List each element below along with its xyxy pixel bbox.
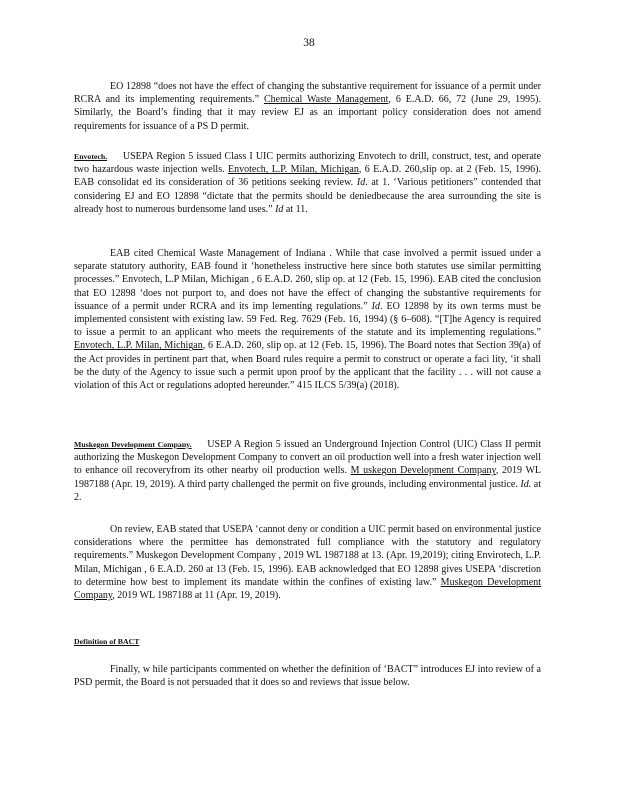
case-citation-muskegon: M uskegon Development Company	[350, 465, 496, 477]
para5-text-1: On review, EAB stated that USEPA ‘cannot deny or condition a UIC permit based on environmental justice considerations where the permittee has demonstrated full compliance with the statutory and regulatory requirements.” Muskegon Development Company , 2019 WL 1987188 at 13. (Apr. 19,2019); citing Envirotech, L.P. Milan, Michigan , 6 E.A.D. 260 at 13 (Feb. 15, 1996). EAB acknowledged that EO 12898 gives USEPA ‘discretion to determine how best to implement its mandate within the confines of existing law.”	[74, 524, 541, 588]
para4-text-2: , 2019 WL 1987188 (Apr. 19, 2019). A third party challenged the permit on five grounds, including environmental justice.	[74, 465, 541, 490]
case-citation-muskegon: Muskegon Development Company	[74, 576, 542, 602]
para1-text-1: EO 12898 “does not have the effect of changing the substantive requirement for issuance of a permit under RCRA and its implementing requirements.”	[74, 81, 541, 106]
heading-muskegon: Muskegon Development Company.	[74, 440, 192, 449]
paragraph-bact	[74, 663, 541, 689]
case-citation-envotech: Envotech, L.P. Milan, Michigan	[228, 164, 359, 176]
para3-text-1: EAB cited Chemical Waste Management of Indiana . While that case involved a permit issued under a separate statutory authority, EAB found it ‘honetheless instructive here since both statutes use similar permitting processes.” Envotech, L.P Milan, Michigan , 6 E.A.D. 260, slip op. at 12 (Feb. 15, 1996). EAB cited the conclusion that EO 12898 ‘does not purport to, and does not have the effect of changing the substantive requirements for issuance of a permit under RCRA and its imp lementing regulations.”	[74, 248, 541, 312]
para2-text-1: USEPA Region 5 issued Class I UIC permits authorizing Envotech to drill, construct, test, and operate two hazardous waste injection wells.	[74, 151, 542, 176]
heading-definition-of-bact: Definition of BACT	[74, 637, 140, 646]
para1-text-2: , 6 E.A.D. 66, 72 (June 29, 1995). Similarly, the Board’s finding that it may review EJ as an important policy consideration does not amend requirements for issuance of a PS D permit.	[74, 94, 541, 132]
page-number: 38	[303, 37, 315, 49]
paragraph-chemical-waste-indiana	[74, 247, 541, 392]
para5-text-2: , 2019 WL 1987188 at 11 (Apr. 19, 2019).	[112, 590, 281, 602]
para6-text-1: Finally, w hile participants commented on whether the definition of ‘BACT” introduces EJ into review of a PSD permit, the Board is not persuaded that it does so and reviews that issue below.	[74, 664, 541, 689]
paragraph-eab-review	[74, 523, 541, 602]
paragraph-eo-12898	[74, 80, 541, 133]
heading-envotech: Envotech.	[74, 152, 108, 161]
para2-text-3: . at 1. ‘Various petitioners” contended that considering EJ and EO 12898 “dictate that the permits should be deniedbecause the area surrounding the site is already host to numerous burdensome land uses.”	[74, 177, 542, 215]
para4-text-1: USEP A Region 5 issued an Underground Injection Control (UIC) Class II permit authorizing the Muskegon Development Company to convert an oil production well into a fresh water injection well to enhance oil recoveryfrom its other nearby oil production wells.	[74, 439, 541, 477]
para3-text-3: , 6 E.A.D. 260, slip op. at 12 (Feb. 15, 1996). The Board notes that Section 39(a) of the Act provides in pertinent part that, when Board rules require a permit to construct or operate a faci lity, ‘it shall be the duty of the Agency to issue such a permit upon proof by the applicant that the facility . . . will not cause a violation of this Act or regulations adopted hereunder.” 415 ILCS 5/39(a) (2018).	[74, 340, 541, 392]
paragraph-envotech	[74, 150, 541, 216]
para2-text-4: at 11.	[285, 203, 308, 215]
case-citation-envotech: Envotech, L.P. Milan, Michigan	[74, 340, 203, 352]
para2-text-2: , 6 E.A.D. 260,slip op. at 2 (Feb. 15, 1996). EAB consolidat ed its consideration of 36 petitions seeking review.	[74, 164, 541, 189]
para3-text-2: . EO 12898 by its own terms must be implemented consistent with existing law. 59 Fed. Reg. 7629 (Feb. 16, 1994) (§ 6–608). “[T]he Agency is required to issue a permit to an applicant who meets the requirements of the statute and its implementing regulations.”	[74, 300, 541, 339]
id-citation: Id	[371, 300, 380, 312]
id-citation: Id	[356, 177, 366, 189]
case-citation-chemical-waste: Chemical Waste Management	[263, 94, 389, 106]
id-citation: Id	[275, 203, 284, 215]
para4-text-3: at 2.	[74, 478, 542, 503]
paragraph-muskegon	[74, 438, 541, 504]
id-citation: Id.	[520, 478, 532, 490]
